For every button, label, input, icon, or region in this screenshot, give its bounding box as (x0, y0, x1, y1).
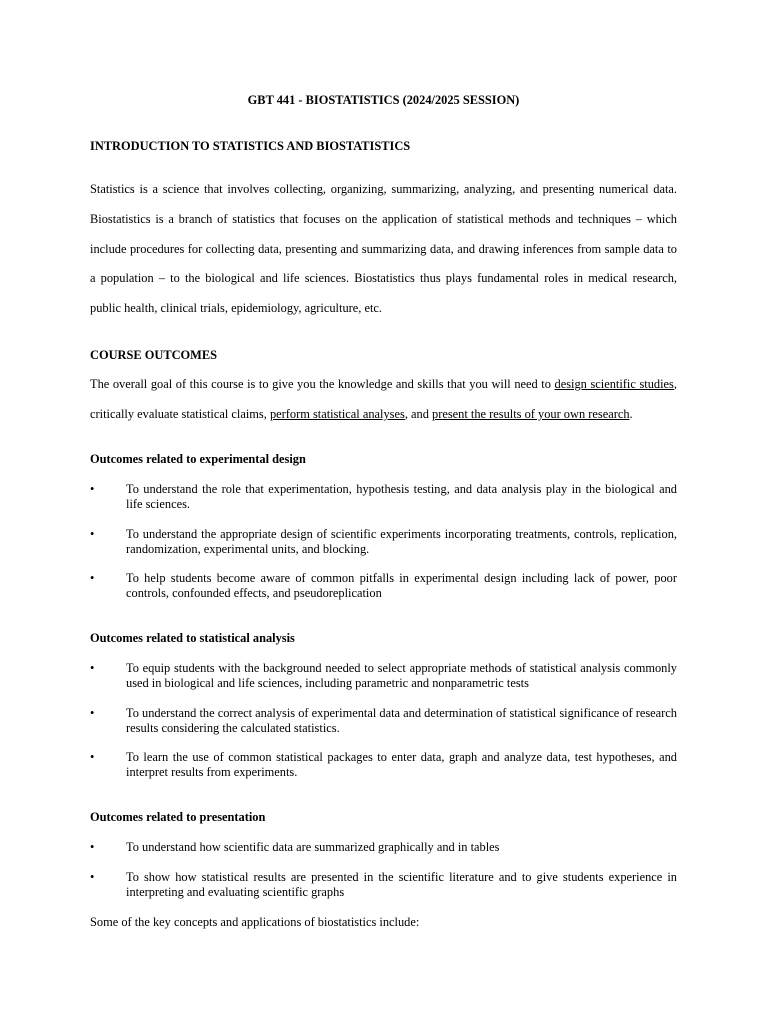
list-item-text: To show how statistical results are presented in the scientific literature and to give students experience in interpreting and evaluating scientific graphs (126, 870, 677, 899)
bullet-icon: • (90, 870, 95, 884)
bullet-icon: • (90, 571, 95, 585)
section-heading-statistical-analysis: Outcomes related to statistical analysis (90, 631, 295, 645)
perform-analyses-link[interactable]: perform statistical analyses (269, 406, 405, 421)
present-results-link[interactable]: present the results of your own research (432, 406, 630, 421)
bullet-icon: • (90, 482, 95, 496)
list-item-text: To equip students with the background needed to select appropriate methods of statistical analysis commonly used in biological and life sciences, including parametric and nonparametric tests (126, 661, 677, 690)
goal-mid-text: , critically evaluate statistical claims, (90, 377, 677, 421)
bullet-icon: • (90, 527, 95, 541)
bullet-icon: • (90, 661, 95, 675)
section-heading-presentation: Outcomes related to presentation (90, 810, 266, 824)
course-goal-paragraph (90, 370, 677, 430)
bullet-icon: • (90, 706, 95, 720)
list-item-text: To help students become aware of common pitfalls in experimental design including lack of power, poor controls, confounded effects, and pseudoreplication (126, 571, 677, 600)
goal-lead-text: The overall goal of this course is to give you the knowledge and skills that you will need to (90, 377, 555, 391)
bullet-icon: • (90, 840, 95, 854)
document-title: GBT 441 - BIOSTATISTICS (2024/2025 SESSION) (247, 93, 520, 107)
goal-mid2-text: , and (404, 406, 433, 421)
goal-end-text: . (629, 406, 633, 421)
course-outcomes-heading: COURSE OUTCOMES (90, 348, 218, 362)
intro-paragraph: Statistics is a science that involves collecting, organizing, summarizing, analyzing, and presenting numerical data. Biostatistics is a branch of statistics that focuses on the application of statistical methods and techniques – which include procedures for collecting data, presenting and summarizing data, and drawing inferences from sample data to a population – to the biological and life sciences. Biostatistics thus plays fundamental roles in medical research, public health, clinical trials, epidemiology, agriculture, etc. (90, 182, 677, 316)
bullet-icon: • (90, 750, 95, 764)
list-item-text: To learn the use of common statistical packages to enter data, graph and analyze data, test hypotheses, and interpret results from experiments. (126, 750, 677, 779)
list-item-text: To understand how scientific data are summarized graphically and in tables (126, 840, 500, 854)
list-item-text: To understand the correct analysis of experimental data and determination of statistical significance of research results considering the calculated statistics. (126, 706, 677, 735)
section-heading-experimental-design: Outcomes related to experimental design (90, 452, 306, 466)
design-studies-link[interactable]: design scientific studies (554, 377, 674, 391)
list-item-text: To understand the appropriate design of scientific experiments incorporating treatments, controls, replication, randomization, experimental units, and blocking. (126, 527, 677, 556)
list-item-text: To understand the role that experimentation, hypothesis testing, and data analysis play in the biological and life sciences. (126, 482, 677, 511)
intro-heading: INTRODUCTION TO STATISTICS AND BIOSTATISTICS (90, 139, 411, 153)
closing-text: Some of the key concepts and applications of biostatistics include: (90, 915, 420, 929)
